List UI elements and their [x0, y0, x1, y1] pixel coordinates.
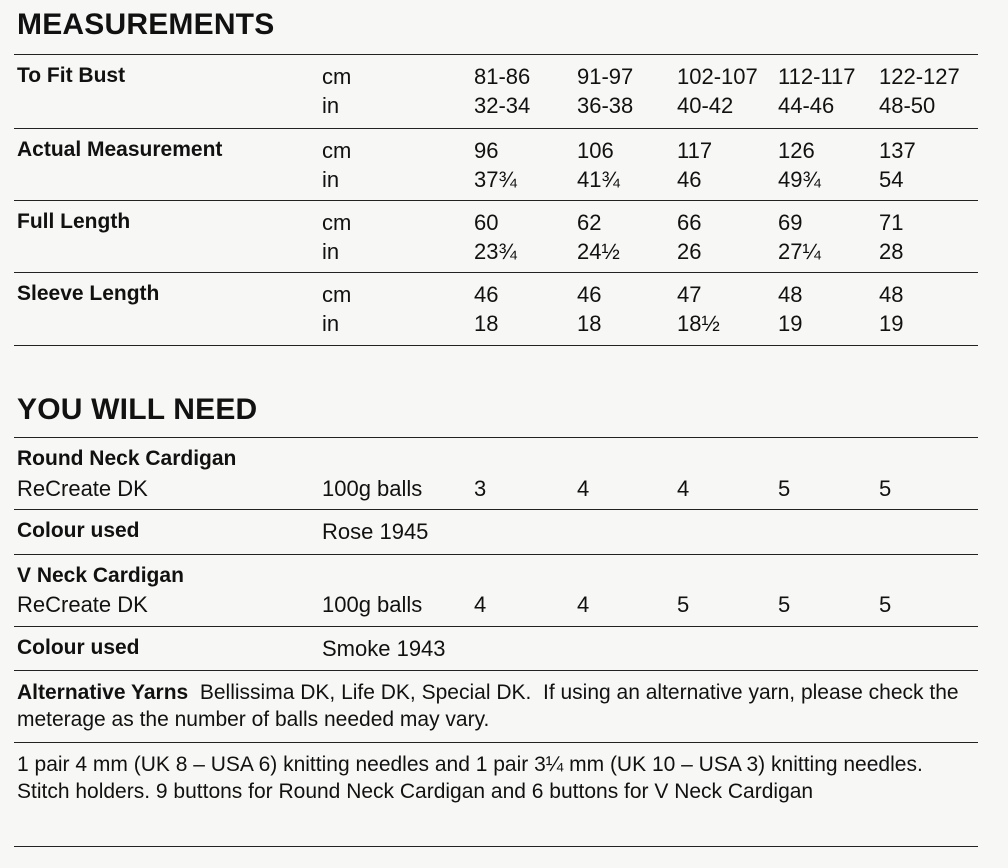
unit-in: in — [322, 239, 340, 264]
value-cell: 91-97 — [577, 64, 634, 89]
measurements-heading: MEASUREMENTS — [17, 8, 275, 41]
value-cell: 69 — [778, 210, 803, 235]
value-cell: 19 — [879, 311, 904, 336]
divider — [14, 846, 978, 847]
row-label-sleeve-length: Sleeve Length — [17, 282, 160, 305]
row-label-actual-measurement: Actual Measurement — [17, 138, 223, 161]
value-cell: 102-107 — [677, 64, 758, 89]
row-label-full-length: Full Length — [17, 210, 131, 233]
value-cell: 19 — [778, 311, 803, 336]
unit-in: in — [322, 311, 340, 336]
value-cell: 28 — [879, 239, 904, 264]
unit-cm: cm — [322, 138, 352, 163]
v-neck-title: V Neck Cardigan — [17, 564, 184, 587]
divider — [14, 554, 978, 555]
round-neck-yarn: ReCreate DK — [17, 476, 148, 501]
v-neck-yarn: ReCreate DK — [17, 592, 148, 617]
qty-cell: 5 — [778, 592, 791, 617]
alternative-yarns-label: Alternative Yarns — [17, 681, 189, 704]
value-cell: 81-86 — [474, 64, 531, 89]
v-neck-colour: Smoke 1943 — [322, 636, 446, 661]
divider — [14, 345, 978, 346]
round-neck-colour-label: Colour used — [17, 519, 140, 542]
value-cell: 48 — [879, 282, 904, 307]
value-cell: 122-127 — [879, 64, 960, 89]
value-cell: 18 — [474, 311, 499, 336]
divider — [14, 272, 978, 273]
value-cell: 112-117 — [778, 64, 856, 89]
divider — [14, 54, 978, 55]
qty-cell: 4 — [677, 476, 690, 501]
qty-cell: 4 — [577, 592, 590, 617]
v-neck-unit: 100g balls — [322, 592, 423, 617]
value-cell: 49¾ — [778, 167, 821, 192]
value-cell: 32-34 — [474, 93, 531, 118]
v-neck-colour-label: Colour used — [17, 636, 140, 659]
value-cell: 117 — [677, 138, 713, 163]
divider — [14, 437, 978, 438]
value-cell: 46 — [474, 282, 499, 307]
value-cell: 54 — [879, 167, 904, 192]
value-cell: 26 — [677, 239, 702, 264]
unit-cm: cm — [322, 210, 352, 235]
value-cell: 48-50 — [879, 93, 936, 118]
value-cell: 18 — [577, 311, 602, 336]
unit-cm: cm — [322, 282, 352, 307]
unit-in: in — [322, 93, 340, 118]
value-cell: 37¾ — [474, 167, 517, 192]
value-cell: 96 — [474, 138, 499, 163]
qty-cell: 3 — [474, 476, 487, 501]
qty-cell: 4 — [474, 592, 487, 617]
value-cell: 23¾ — [474, 239, 517, 264]
value-cell: 41¾ — [577, 167, 620, 192]
value-cell: 48 — [778, 282, 803, 307]
value-cell: 36-38 — [577, 93, 634, 118]
value-cell: 18½ — [677, 311, 720, 336]
qty-cell: 5 — [677, 592, 690, 617]
you-will-need-heading: YOU WILL NEED — [17, 393, 258, 426]
divider — [14, 626, 978, 627]
divider — [14, 742, 978, 743]
qty-cell: 4 — [577, 476, 590, 501]
value-cell: 66 — [677, 210, 702, 235]
row-label-to-fit-bust: To Fit Bust — [17, 64, 126, 87]
value-cell: 71 — [879, 210, 904, 235]
qty-cell: 5 — [879, 592, 892, 617]
value-cell: 40-42 — [677, 93, 734, 118]
value-cell: 137 — [879, 138, 916, 163]
value-cell: 27¼ — [778, 239, 821, 264]
needles-paragraph: 1 pair 4 mm (UK 8 – USA 6) knitting needles and 1 pair 3¼ mm (UK 10 – USA 3) knitting needles. Stitch holders. 9 buttons for Round Neck Cardigan and 6 buttons for V Neck Cardigan — [17, 753, 923, 803]
unit-in: in — [322, 167, 340, 192]
value-cell: 46 — [577, 282, 602, 307]
unit-cm: cm — [322, 64, 352, 89]
value-cell: 46 — [677, 167, 702, 192]
divider — [14, 200, 978, 201]
divider — [14, 509, 978, 510]
value-cell: 24½ — [577, 239, 620, 264]
alternative-yarns-paragraph — [17, 679, 967, 733]
divider — [14, 670, 978, 671]
round-neck-colour: Rose 1945 — [322, 519, 429, 544]
value-cell: 44-46 — [778, 93, 835, 118]
round-neck-unit: 100g balls — [322, 476, 423, 501]
value-cell: 106 — [577, 138, 614, 163]
value-cell: 47 — [677, 282, 702, 307]
value-cell: 60 — [474, 210, 499, 235]
value-cell: 62 — [577, 210, 602, 235]
qty-cell: 5 — [778, 476, 791, 501]
round-neck-title: Round Neck Cardigan — [17, 447, 237, 470]
value-cell: 126 — [778, 138, 815, 163]
divider — [14, 128, 978, 129]
qty-cell: 5 — [879, 476, 892, 501]
alternative-yarns-text: Bellissima DK, Life DK, Special DK. If using an alternative yarn, please check the meterage as the number of balls needed may vary. — [17, 681, 965, 731]
